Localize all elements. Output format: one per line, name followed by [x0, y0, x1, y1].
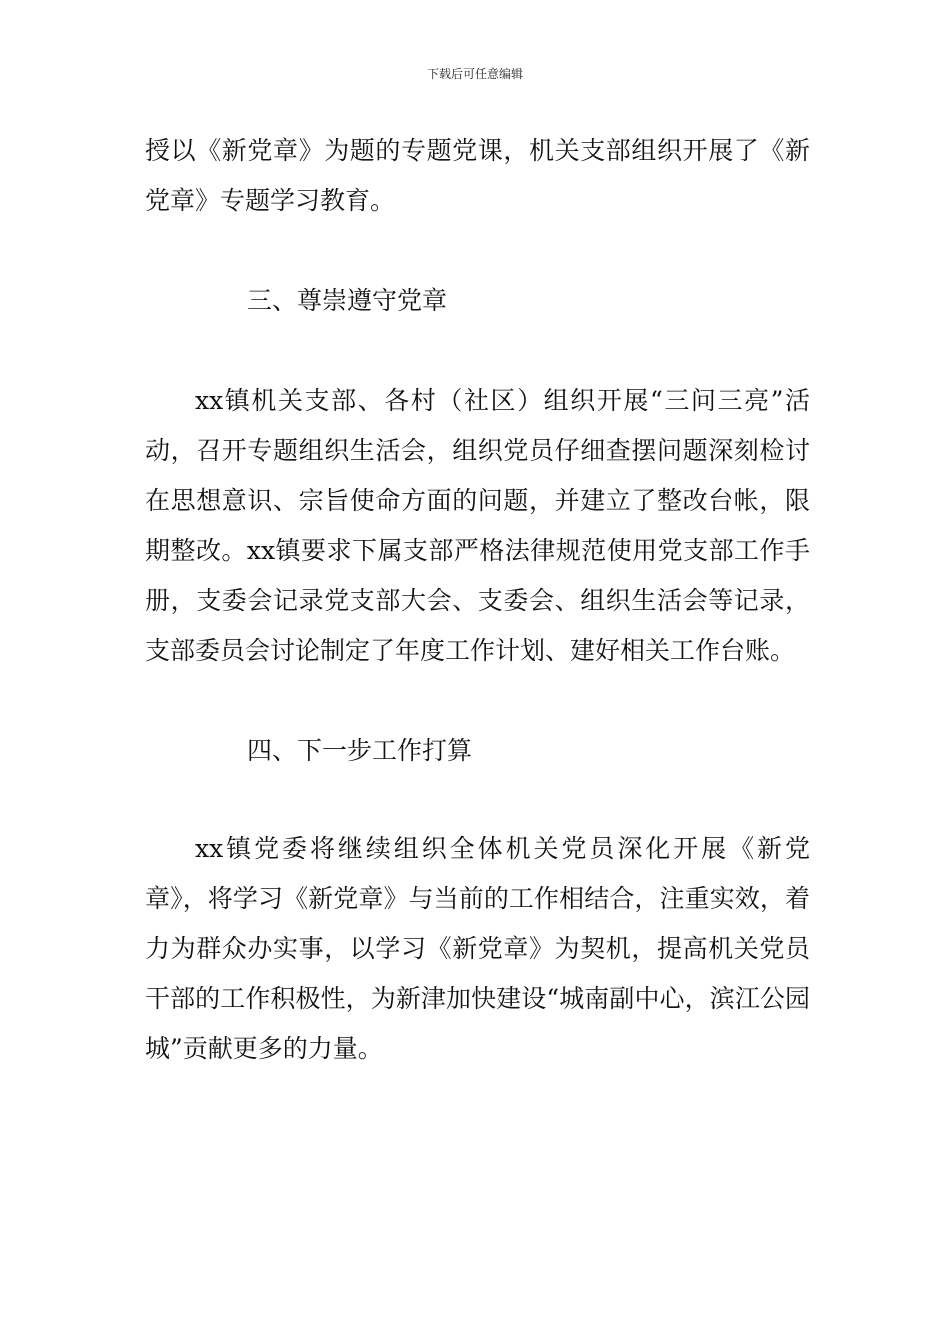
spacer — [145, 226, 810, 276]
section-heading-3: 三、尊崇遵守党章 — [247, 286, 448, 315]
paragraph-section-3: xx镇机关支部、各村（社区）组织开展“三问三亮”活动，召开专题组织生活会，组织党员仔细查摆问题深刻检讨在思想意识、宗旨使命方面的问题，并建立了整改台帐，限期整改。xx镇要求下属支部严格法律规范使用党支部工作手册，支委会记录党支部大会、支委会、组织生活会等记录，支部委员会讨论制定了年度工作计划、建好相关工作台账。 — [145, 386, 810, 665]
paragraph-section-4: xx镇党委将继续组织全体机关党员深化开展《新党章》，将学习《新党章》与当前的工作相结合，注重实效，着力为群众办实事，以学习《新党章》为契机，提高机关党员干部的工作积极性，为新津加快建设“城南副中心，滨江公园城”贡献更多的力量。 — [145, 834, 810, 1063]
spacer — [145, 776, 810, 824]
document-body — [145, 126, 810, 1074]
spacer — [145, 326, 810, 376]
page-header-note: 下载后可任意编辑 — [426, 67, 523, 81]
paragraph-continued: 授以《新党章》为题的专题党课，机关支部组织开展了《新党章》专题学习教育。 — [145, 136, 810, 215]
spacer — [145, 676, 810, 726]
section-heading-4: 四、下一步工作打算 — [247, 736, 473, 765]
